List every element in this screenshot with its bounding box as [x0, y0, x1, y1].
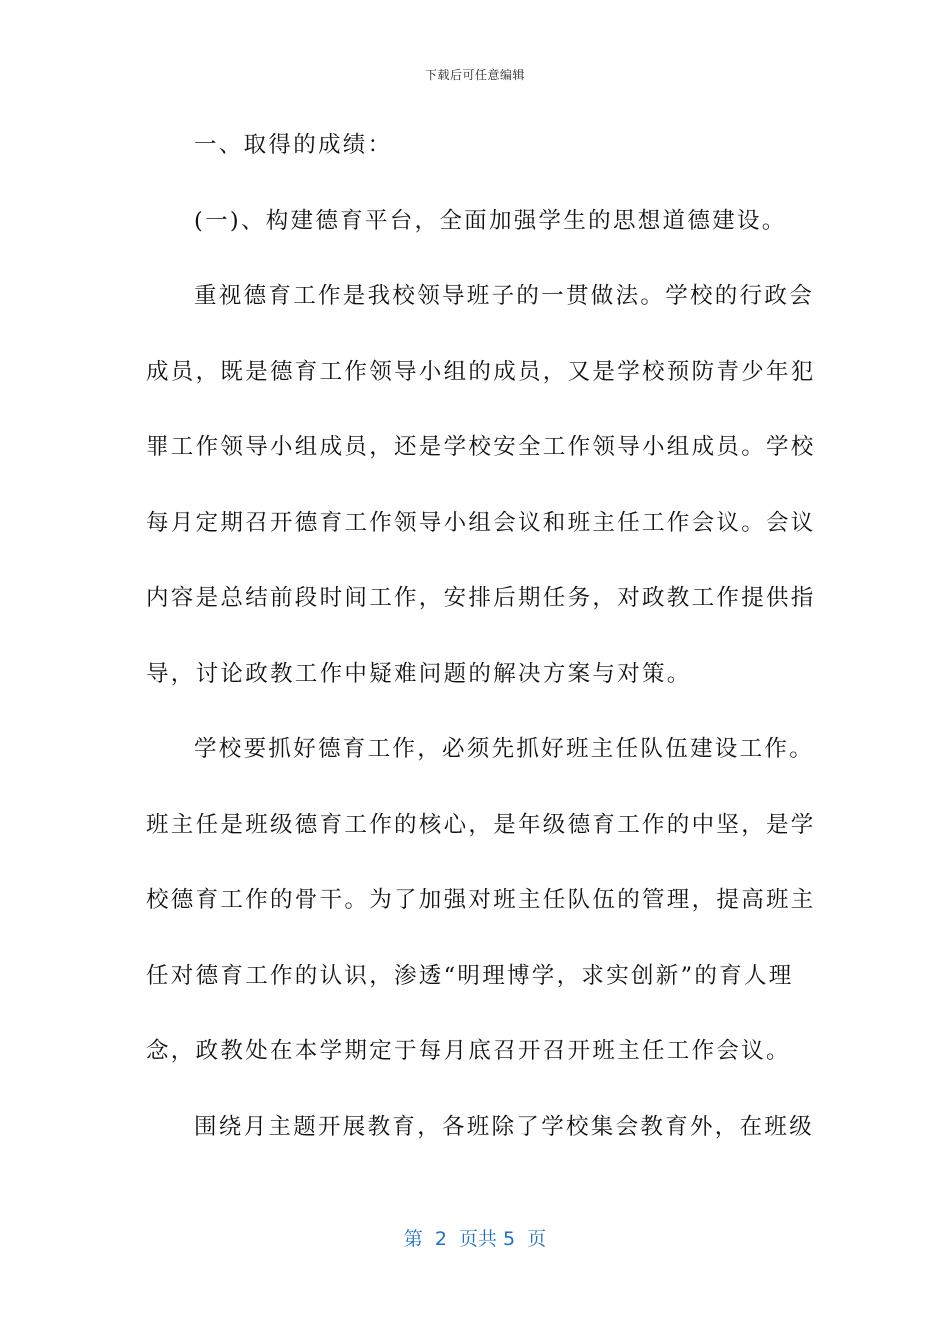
paragraph-line: 校德育工作的骨干。为了加强对班主任队伍的管理，提高班主 [146, 887, 816, 913]
paragraph-line: 导，讨论政教工作中疑难问题的解决方案与对策。 [146, 660, 692, 687]
page-header-note: 下载后可任意编辑 [424, 68, 525, 82]
subsection-heading: (一)、构建德育平台，全面加强学生的思想道德建设。 [194, 207, 787, 234]
paragraph-line: 围绕月主题开展教育，各班除了学校集会教育外，在班级 [194, 1113, 815, 1140]
paragraph-line: 学校要抓好德育工作，必须先抓好班主任队伍建设工作。 [194, 736, 815, 762]
document-body [146, 125, 816, 1182]
paragraph-line: 班主任是班级德育工作的核心，是年级德育工作的中坚，是学 [146, 811, 816, 838]
paragraph-line: 重视德育工作是我校领导班子的一贯做法。学校的行政会 [194, 283, 815, 309]
paragraph-line: 罪工作领导小组成员，还是学校安全工作领导小组成员。学校 [146, 434, 816, 460]
paragraph-line: 任对德育工作的认识，渗透“明理博学，求实创新”的育人理 [146, 962, 794, 989]
page-number: 第 2 页共 5 页 [403, 1228, 547, 1250]
paragraph-line: 成员，既是德育工作领导小组的成员，又是学校预防青少年犯 [146, 358, 816, 385]
paragraph-line: 念，政教处在本学期定于每月底召开召开班主任工作会议。 [146, 1038, 791, 1064]
paragraph-line: 每月定期召开德育工作领导小组会议和班主任工作会议。会议 [146, 509, 816, 536]
section-heading: 一、取得的成绩： [194, 132, 393, 158]
paragraph-line: 内容是总结前段时间工作，安排后期任务，对政教工作提供指 [146, 585, 816, 611]
